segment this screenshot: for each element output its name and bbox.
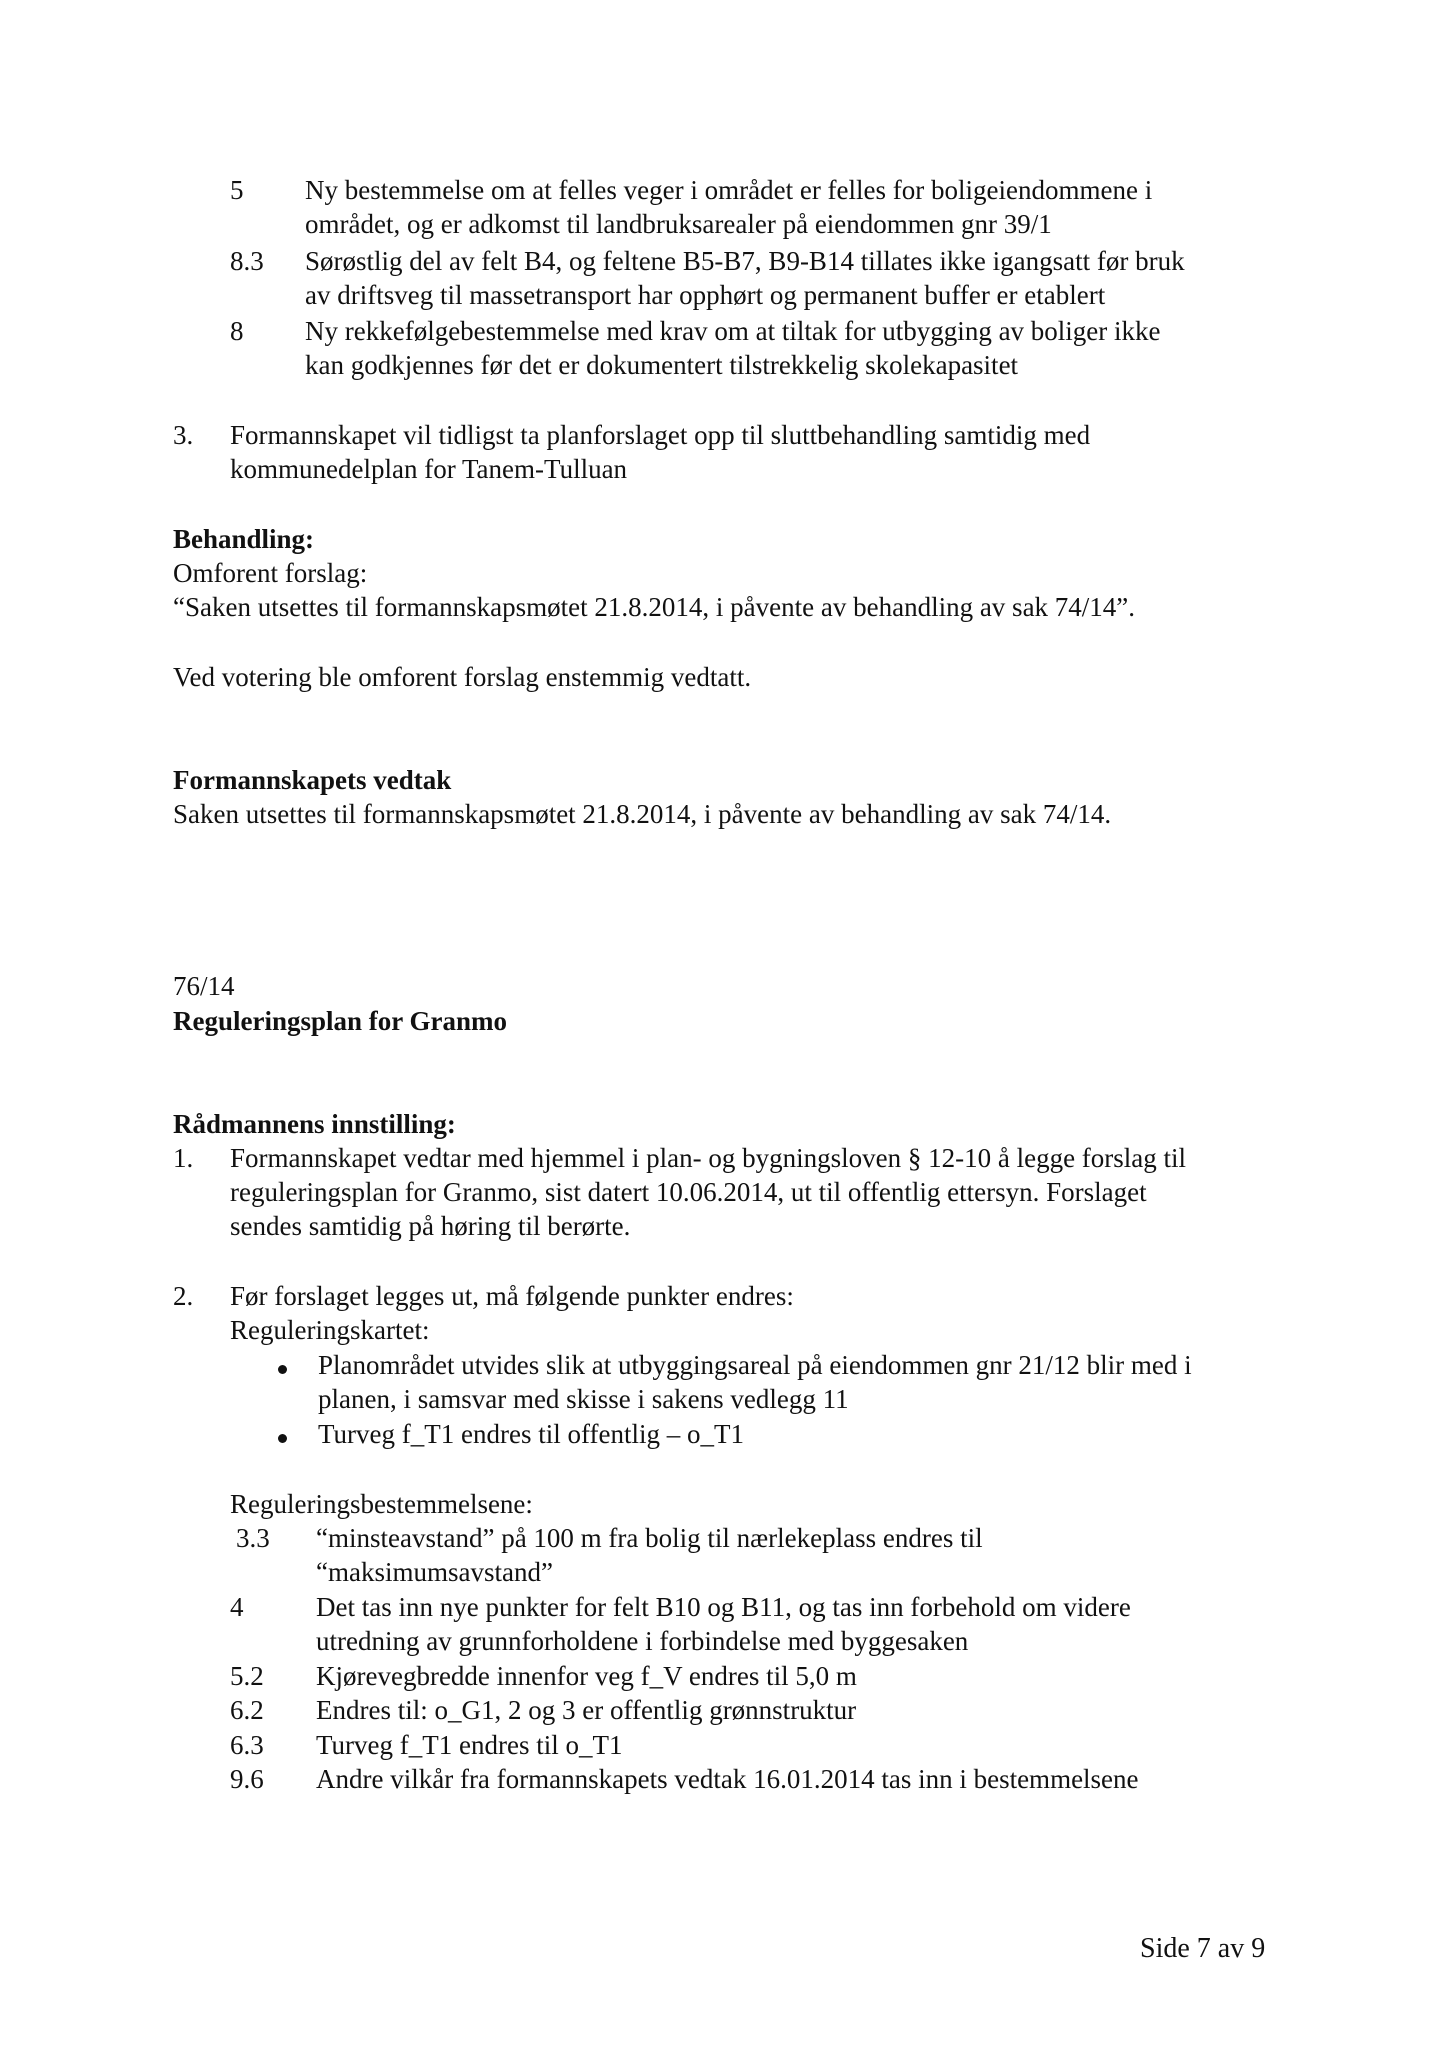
list-text: Kjørevegbredde innenfor veg f_V endres til 5,0 m [316, 1661, 857, 1691]
list-text: Formannskapet vedtar med hjemmel i plan- og bygningsloven § 12-10 å legge forslag til [230, 1143, 1187, 1173]
list-number: 8 [230, 316, 244, 346]
list-text: kommunedelplan for Tanem-Tulluan [230, 454, 628, 484]
list-number: 9.6 [230, 1764, 264, 1794]
list-text: Endres til: o_G1, 2 og 3 er offentlig grønnstruktur [316, 1695, 857, 1725]
paragraph: Ved votering ble omforent forslag enstemmig vedtatt. [173, 662, 752, 692]
list-text: Turveg f_T1 endres til o_T1 [316, 1730, 623, 1760]
case-title: Reguleringsplan for Granmo [173, 1006, 508, 1036]
section-heading: Behandling: [173, 524, 315, 554]
list-text: Før forslaget legges ut, må følgende punkter endres: [230, 1281, 794, 1311]
list-number: 6.2 [230, 1695, 264, 1725]
list-text: sendes samtidig på høring til berørte. [230, 1211, 631, 1241]
list-number: 3. [173, 420, 194, 450]
sub-heading: Reguleringskartet: [230, 1315, 430, 1345]
list-number: 5.2 [230, 1661, 264, 1691]
list-text: Sørøstlig del av felt B4, og feltene B5-B7, B9-B14 tillates ikke igangsatt før bruk [305, 246, 1185, 276]
page-number: Side 7 av 9 [1140, 1933, 1266, 1964]
list-text: “maksimumsavstand” [316, 1557, 553, 1587]
section-heading: Rådmannens innstilling: [173, 1109, 456, 1139]
list-text: “minsteavstand” på 100 m fra bolig til nærlekeplass endres til [316, 1523, 983, 1553]
list-number: 2. [173, 1281, 194, 1311]
section-heading: Formannskapets vedtak [173, 765, 452, 795]
list-text: kan godkjennes før det er dokumentert tilstrekkelig skolekapasitet [305, 350, 1019, 380]
list-text: Ny bestemmelse om at felles veger i området er felles for boligeiendommene i [305, 175, 1153, 205]
list-text: reguleringsplan for Granmo, sist datert 10.06.2014, ut til offentlig ettersyn. Forslaget [230, 1177, 1147, 1207]
paragraph: Saken utsettes til formannskapsmøtet 21.8.2014, i påvente av behandling av sak 74/14. [173, 799, 1112, 829]
bullet-text: Planområdet utvides slik at utbyggingsareal på eiendommen gnr 21/12 blir med i [318, 1350, 1192, 1380]
paragraph: “Saken utsettes til formannskapsmøtet 21.8.2014, i påvente av behandling av sak 74/14”. [173, 592, 1136, 622]
bullet-text: Turveg f_T1 endres til offentlig – o_T1 [318, 1419, 744, 1449]
case-number: 76/14 [173, 971, 235, 1001]
list-text: området, og er adkomst til landbruksarealer på eiendommen gnr 39/1 [305, 209, 1052, 239]
list-text: Ny rekkefølgebestemmelse med krav om at tiltak for utbygging av boliger ikke [305, 316, 1161, 346]
list-number: 8.3 [230, 246, 264, 276]
list-number: 6.3 [230, 1730, 264, 1760]
list-text: Det tas inn nye punkter for felt B10 og B11, og tas inn forbehold om videre [316, 1592, 1131, 1622]
bullet-icon [278, 1434, 287, 1443]
list-text: Formannskapet vil tidligst ta planforslaget opp til sluttbehandling samtidig med [230, 420, 1091, 450]
list-number: 4 [230, 1592, 244, 1622]
bullet-text: planen, i samsvar med skisse i sakens vedlegg 11 [318, 1384, 849, 1414]
list-text: Andre vilkår fra formannskapets vedtak 16.01.2014 tas inn i bestemmelsene [316, 1764, 1139, 1794]
list-text: av driftsveg til massetransport har opphørt og permanent buffer er etablert [305, 280, 1106, 310]
list-number: 5 [230, 175, 244, 205]
paragraph: Omforent forslag: [173, 558, 368, 588]
list-number: 3.3 [236, 1523, 270, 1553]
list-number: 1. [173, 1143, 194, 1173]
list-text: utredning av grunnforholdene i forbindelse med byggesaken [316, 1626, 969, 1656]
bullet-icon [278, 1365, 287, 1374]
sub-heading: Reguleringsbestemmelsene: [230, 1489, 533, 1519]
